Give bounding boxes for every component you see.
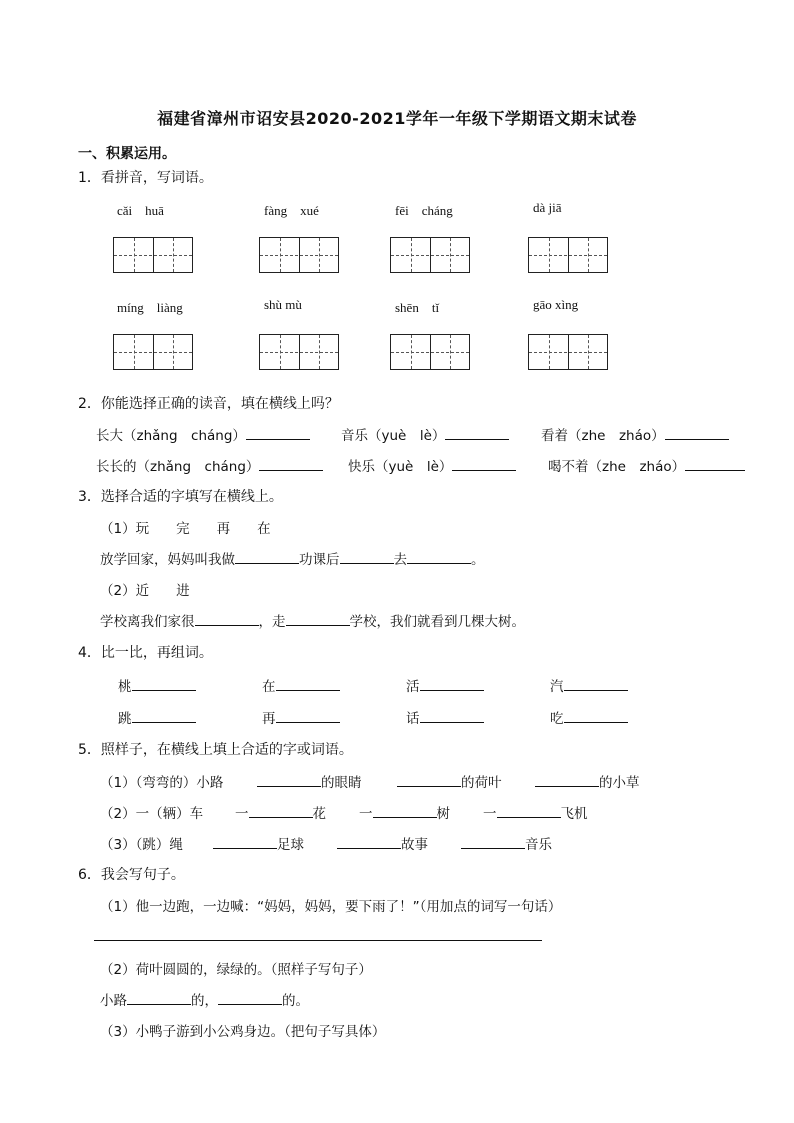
question-5-label: 5．照样子，在横线上填上合适的字或词语。 — [78, 742, 353, 758]
sentence-task: （1）他一边跑，一边喊：“妈妈，妈妈，要下雨了！”（用加点的词写一句话） — [100, 899, 562, 915]
answer-blank[interactable] — [286, 611, 350, 626]
pinyin-label: gāo xìng — [533, 297, 579, 312]
answer-blank[interactable] — [276, 708, 340, 723]
answer-blank[interactable] — [249, 803, 313, 818]
page-title: 福建省漳州市诏安县2020-2021学年一年级下学期语文期末试卷 — [157, 109, 637, 128]
compare-word: 桃 — [118, 675, 196, 695]
answer-blank[interactable] — [276, 676, 340, 691]
answer-blank[interactable] — [127, 990, 191, 1005]
answer-blank[interactable] — [235, 549, 299, 564]
answer-blank[interactable] — [373, 803, 437, 818]
pinyin-label: cǎi huā — [117, 203, 164, 218]
answer-blank[interactable] — [257, 772, 321, 787]
example-phrase: （2）一（辆）车 — [100, 806, 204, 822]
fill-phrase: 一 飞机 — [483, 802, 588, 822]
question-6-label: 6．我会写句子。 — [78, 867, 185, 883]
answer-blank[interactable] — [195, 611, 259, 626]
example-phrase: （1）（弯弯的）小路 — [100, 775, 224, 791]
fill-sentence: 小路 的， 的。 — [100, 989, 309, 1009]
sentence-task: （3）小鸭子游到小公鸡身边。（把句子写具体） — [100, 1024, 386, 1040]
answer-blank[interactable] — [218, 990, 282, 1005]
answer-blank[interactable] — [132, 708, 196, 723]
reading-item: 快乐（yuè lè） — [348, 455, 516, 475]
fill-phrase: 的眼睛 — [257, 771, 362, 791]
answer-blank[interactable] — [213, 834, 277, 849]
answer-blank[interactable] — [564, 708, 628, 723]
word-options: （1）玩 完 再 在 — [100, 521, 271, 537]
sentence-task: （2）荷叶圆圆的，绿绿的。（照样子写句子） — [100, 962, 372, 978]
answer-blank[interactable] — [397, 772, 461, 787]
compare-word: 在 — [262, 675, 340, 695]
answer-blank[interactable] — [337, 834, 401, 849]
reading-item: 长大（zhǎng cháng） — [96, 424, 310, 444]
answer-line[interactable] — [94, 940, 542, 941]
reading-item: 喝不着（zhe zháo） — [548, 455, 745, 475]
compare-word: 话 — [406, 707, 484, 727]
question-2-label: 2．你能选择正确的读音，填在横线上吗？ — [78, 396, 339, 412]
writing-grid[interactable] — [113, 237, 193, 273]
writing-grid[interactable] — [390, 334, 470, 370]
fill-phrase: 足球 — [213, 833, 304, 853]
answer-blank[interactable] — [685, 456, 745, 471]
pinyin-label: shù mù — [264, 297, 302, 312]
question-3-label: 3．选择合适的字填写在横线上。 — [78, 489, 283, 505]
writing-grid[interactable] — [528, 237, 608, 273]
writing-grid[interactable] — [259, 237, 339, 273]
pinyin-label: shēn tǐ — [395, 300, 440, 315]
answer-blank[interactable] — [461, 834, 525, 849]
pinyin-label: fēi cháng — [395, 203, 453, 218]
compare-word: 跳 — [118, 707, 196, 727]
question-4-label: 4．比一比，再组词。 — [78, 645, 213, 661]
writing-grid[interactable] — [528, 334, 608, 370]
writing-grid[interactable] — [113, 334, 193, 370]
reading-item: 看着（zhe zháo） — [541, 424, 729, 444]
answer-blank[interactable] — [665, 425, 729, 440]
answer-blank[interactable] — [420, 708, 484, 723]
pinyin-label: fàng xué — [264, 203, 319, 218]
writing-grid[interactable] — [390, 237, 470, 273]
fill-sentence: 放学回家，妈妈叫我做 功课后 去 。 — [100, 548, 485, 568]
answer-blank[interactable] — [340, 549, 394, 564]
compare-word: 汽 — [550, 675, 628, 695]
answer-blank[interactable] — [535, 772, 599, 787]
fill-sentence: 学校离我们家很 ，走 学校，我们就看到几棵大树。 — [100, 610, 525, 630]
answer-blank[interactable] — [407, 549, 471, 564]
pinyin-label: míng liàng — [117, 300, 183, 315]
compare-word: 吃 — [550, 707, 628, 727]
reading-item: 音乐（yuè lè） — [341, 424, 509, 444]
answer-blank[interactable] — [445, 425, 509, 440]
fill-phrase: 故事 — [337, 833, 428, 853]
example-phrase: （3）（跳）绳 — [100, 837, 183, 853]
fill-phrase: 一 树 — [359, 802, 450, 822]
answer-blank[interactable] — [564, 676, 628, 691]
answer-blank[interactable] — [246, 425, 310, 440]
fill-phrase: 音乐 — [461, 833, 552, 853]
answer-blank[interactable] — [452, 456, 516, 471]
fill-phrase: 一 花 — [235, 802, 326, 822]
fill-phrase: 的荷叶 — [397, 771, 502, 791]
writing-grid[interactable] — [259, 334, 339, 370]
compare-word: 再 — [262, 707, 340, 727]
section-heading: 一、积累运用。 — [78, 146, 176, 162]
answer-blank[interactable] — [497, 803, 561, 818]
compare-word: 活 — [406, 675, 484, 695]
answer-blank[interactable] — [259, 456, 323, 471]
answer-blank[interactable] — [420, 676, 484, 691]
question-1-label: 1．看拼音，写词语。 — [78, 170, 213, 186]
pinyin-label: dà jiā — [533, 200, 562, 215]
fill-phrase: 的小草 — [535, 771, 640, 791]
word-options: （2）近 进 — [100, 583, 190, 599]
answer-blank[interactable] — [132, 676, 196, 691]
reading-item: 长长的（zhǎng cháng） — [96, 455, 323, 475]
